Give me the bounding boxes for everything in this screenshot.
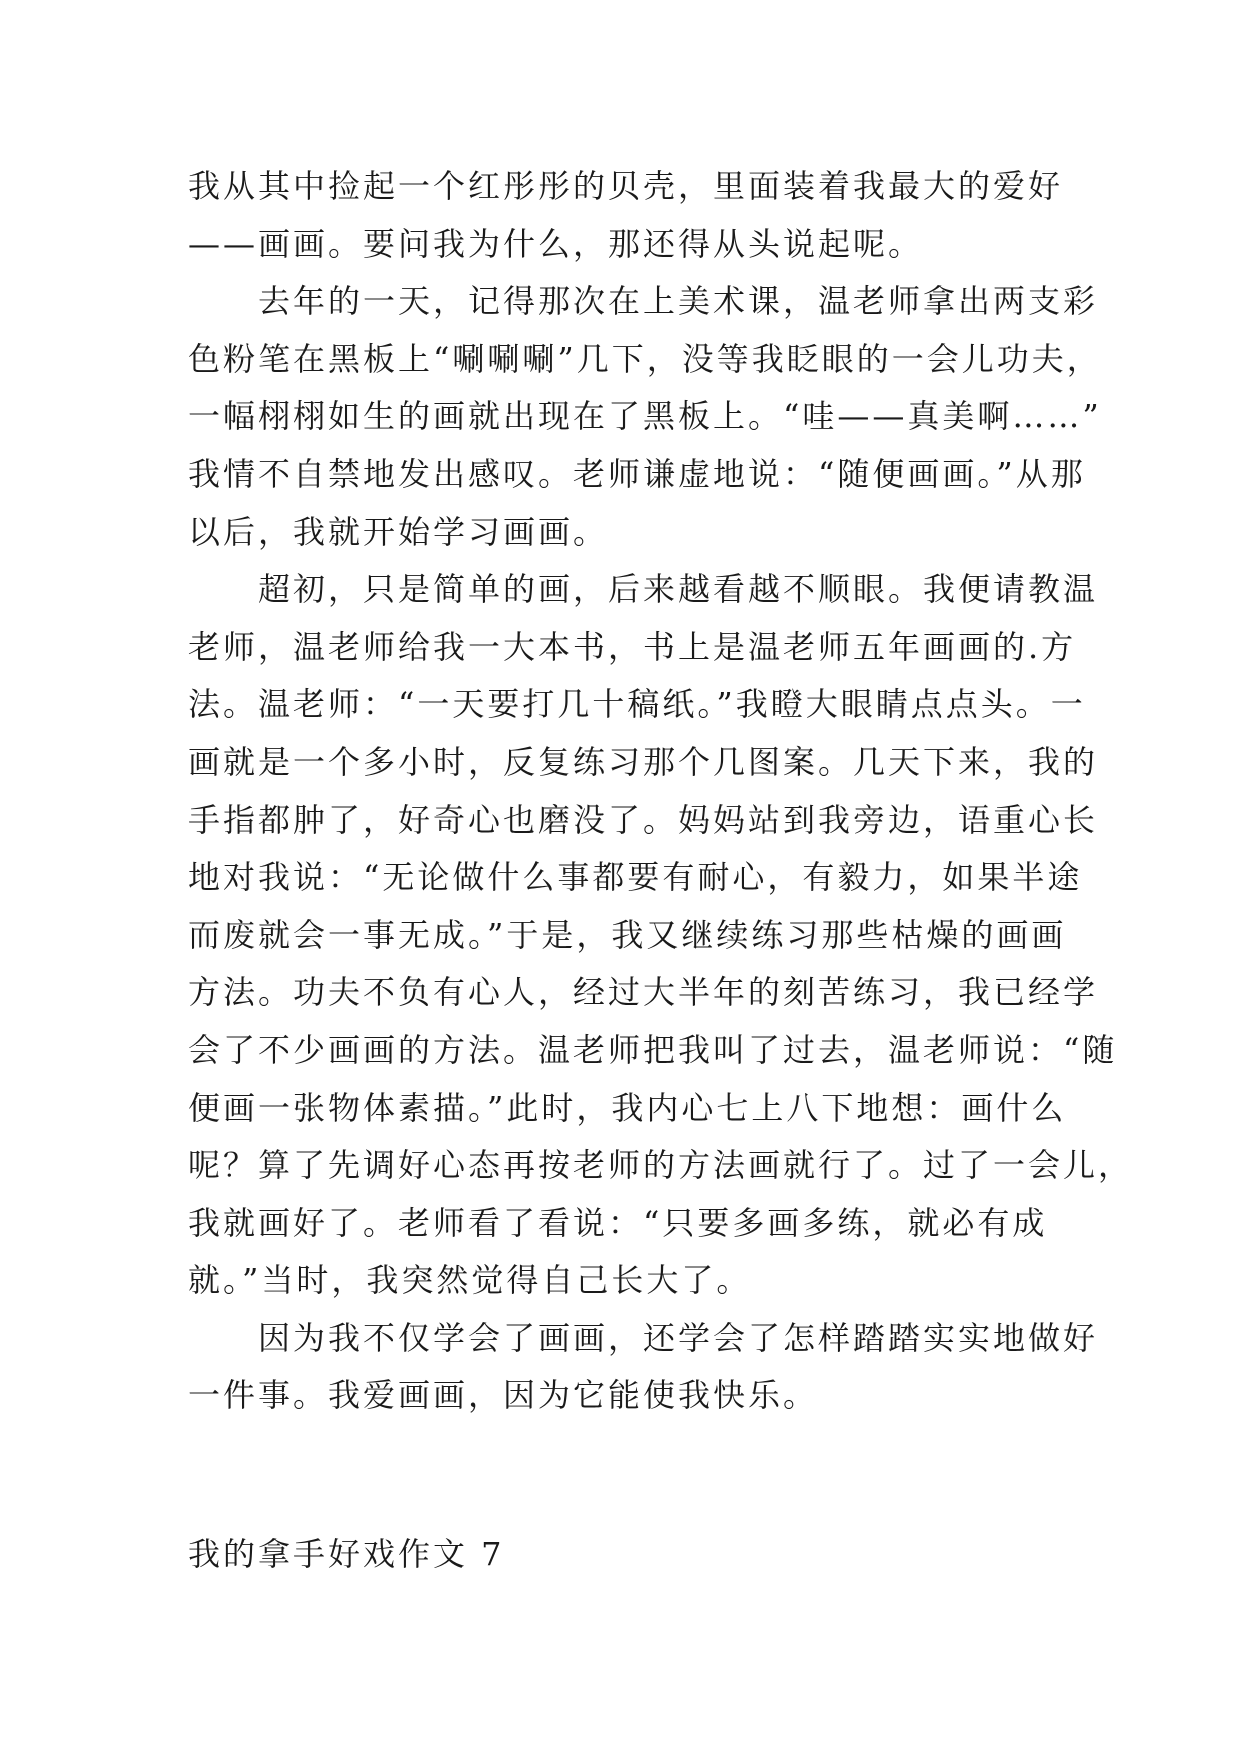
text-line: 就。”当时，我突然觉得自己长大了。	[188, 1261, 752, 1300]
text-line: 色粉笔在黑板上“唰唰唰”几下，没等我眨眼的一会儿功夫，	[188, 339, 1102, 378]
text-line: 手指都肿了，好奇心也磨没了。妈妈站到我旁边，语重心长	[188, 800, 1099, 839]
text-line: ——画画。要问我为什么，那还得从头说起呢。	[188, 224, 924, 263]
text-line: 便画一张物体素描。”此时，我内心七上八下地想：画什么	[188, 1088, 1067, 1127]
text-line: 一幅栩栩如生的画就出现在了黑板上。“哇——真美啊……”	[188, 397, 1102, 436]
body-text	[188, 158, 1134, 1425]
text-line: 而废就会一事无成。”于是，我又继续练习那些枯燥的画画	[188, 915, 1067, 954]
text-line: 去年的一天，记得那次在上美术课，温老师拿出两支彩	[188, 282, 1099, 321]
text-line: 我情不自禁地发出感叹。老师谦虚地说：“随便画画。”从那	[188, 454, 1086, 493]
text-line: 方法。功夫不负有心人，经过大半年的刻苦练习，我已经学	[188, 973, 1099, 1012]
text-line: 呢？算了先调好心态再按老师的方法画就行了。过了一会儿，	[188, 1146, 1134, 1185]
section-heading: 我的拿手好戏作文 7	[188, 1535, 505, 1573]
text-line: 以后，我就开始学习画画。	[188, 512, 609, 551]
text-line: 我从其中捡起一个红彤彤的贝壳，里面装着我最大的爱好	[188, 167, 1064, 205]
text-line: 画就是一个多小时，反复练习那个几图案。几天下来，我的	[188, 742, 1099, 781]
text-line: 老师，温老师给我一大本书，书上是温老师五年画画的.方	[188, 627, 1077, 666]
text-line: 一件事。我爱画画，因为它能使我快乐。	[188, 1376, 819, 1415]
text-line: 超初，只是简单的画，后来越看越不顺眼。我便请教温	[188, 570, 1099, 609]
text-line: 法。温老师：“一天要打几十稿纸。”我瞪大眼睛点点头。一	[188, 685, 1086, 724]
text-line: 因为我不仅学会了画画，还学会了怎样踏踏实实地做好	[188, 1318, 1099, 1357]
text-line: 地对我说：“无论做什么事都要有耐心，有毅力，如果半途	[188, 858, 1083, 897]
text-line: 我就画好了。老师看了看说：“只要多画多练，就必有成	[188, 1203, 1048, 1242]
text-line: 会了不少画画的方法。温老师把我叫了过去，温老师说：“随	[188, 1030, 1118, 1069]
